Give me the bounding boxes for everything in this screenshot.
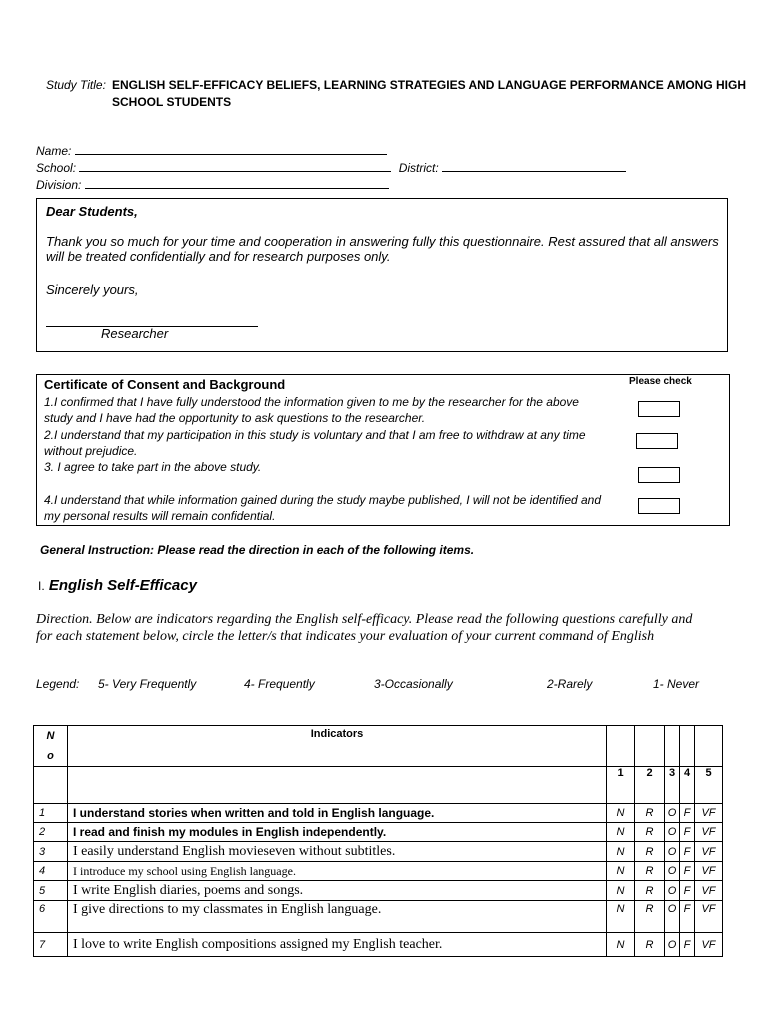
option-r[interactable]: R bbox=[635, 842, 665, 862]
scale-header-2: 2 bbox=[635, 767, 665, 804]
consent-checkbox-1[interactable] bbox=[638, 401, 680, 417]
legend-item-2: 2-Rarely bbox=[547, 677, 593, 691]
district-label: District: bbox=[398, 161, 439, 175]
consent-item-2: 2.I understand that my participation in this study is voluntary and that I am free to withdraw at any time without prejudice. bbox=[44, 428, 586, 458]
district-line[interactable] bbox=[442, 160, 626, 172]
row-number: 1 bbox=[34, 804, 68, 823]
consent-checkbox-4[interactable] bbox=[638, 498, 680, 514]
header-blank bbox=[607, 726, 635, 767]
scale-blank bbox=[68, 767, 607, 804]
option-n[interactable]: N bbox=[607, 901, 635, 933]
row-number: 2 bbox=[34, 823, 68, 842]
option-o[interactable]: O bbox=[665, 842, 680, 862]
letter-body: Thank you so much for your time and cooperation in answering fully this questionnaire. Rest assured that all answers will be treated confidentially and for research purposes only. bbox=[46, 234, 719, 264]
option-n[interactable]: N bbox=[607, 881, 635, 901]
table-row bbox=[34, 881, 723, 901]
option-f[interactable]: F bbox=[680, 804, 695, 823]
consent-checkbox-3[interactable] bbox=[638, 467, 680, 483]
option-r[interactable]: R bbox=[635, 862, 665, 881]
header-blank bbox=[695, 726, 723, 767]
option-n[interactable]: N bbox=[607, 862, 635, 881]
general-instruction: General Instruction: Please read the direction in each of the following items. bbox=[40, 543, 475, 557]
row-indicator: I give directions to my classmates in English language. bbox=[68, 901, 607, 933]
direction-text: Direction. Below are indicators regarding the English self-efficacy. Please read the following questions carefully and for each statement below, circle the letter/s that indicates your evaluation of your current command of English bbox=[36, 612, 693, 644]
header-blank bbox=[665, 726, 680, 767]
option-o[interactable]: O bbox=[665, 804, 680, 823]
table-row bbox=[34, 862, 723, 881]
division-field[interactable] bbox=[36, 177, 389, 192]
scale-header-1: 1 bbox=[607, 767, 635, 804]
option-r[interactable]: R bbox=[635, 804, 665, 823]
division-line[interactable] bbox=[85, 177, 389, 189]
row-indicator: I understand stories when written and told in English language. bbox=[68, 804, 607, 823]
scale-header-5: 5 bbox=[695, 767, 723, 804]
option-r[interactable]: R bbox=[635, 823, 665, 842]
legend bbox=[36, 677, 700, 691]
option-vf[interactable]: VF bbox=[695, 842, 723, 862]
row-indicator: I read and finish my modules in English independently. bbox=[68, 823, 607, 842]
option-vf[interactable]: VF bbox=[695, 804, 723, 823]
row-indicator: I easily understand English movieseven without subtitles. bbox=[68, 842, 607, 862]
row-number: 7 bbox=[34, 933, 68, 957]
row-number: 5 bbox=[34, 881, 68, 901]
option-r[interactable]: R bbox=[635, 901, 665, 933]
signature-line bbox=[46, 312, 258, 327]
row-indicator: I love to write English compositions assigned my English teacher. bbox=[68, 933, 607, 957]
scale-blank bbox=[34, 767, 68, 804]
letter-closing: Sincerely yours, bbox=[46, 282, 139, 297]
study-title-line-2: SCHOOL STUDENTS bbox=[112, 95, 232, 109]
scale-header-row bbox=[34, 767, 723, 804]
school-label: School: bbox=[36, 161, 77, 175]
study-title-line-1: ENGLISH SELF-EFFICACY BELIEFS, LEARNING STRATEGIES AND LANGUAGE PERFORMANCE AMONG HIGH bbox=[112, 78, 747, 92]
option-f[interactable]: F bbox=[680, 901, 695, 933]
section-title: English Self-Efficacy bbox=[48, 577, 197, 594]
letter-greeting: Dear Students, bbox=[46, 204, 138, 219]
option-vf[interactable]: VF bbox=[695, 901, 723, 933]
option-o[interactable]: O bbox=[665, 901, 680, 933]
option-n[interactable]: N bbox=[607, 804, 635, 823]
option-f[interactable]: F bbox=[680, 862, 695, 881]
scale-header-4: 4 bbox=[680, 767, 695, 804]
option-f[interactable]: F bbox=[680, 823, 695, 842]
option-o[interactable]: O bbox=[665, 933, 680, 957]
school-field[interactable] bbox=[36, 160, 626, 175]
indicators-table bbox=[33, 725, 723, 957]
consent-item-4: 4.I understand that while information gained during the study maybe published, I will not be identified and my personal results will remain confidential. bbox=[44, 493, 602, 523]
table-row bbox=[34, 901, 723, 933]
no-header bbox=[34, 726, 68, 767]
row-number: 3 bbox=[34, 842, 68, 862]
row-number: 6 bbox=[34, 901, 68, 933]
no-header-line-2: o bbox=[47, 750, 54, 762]
please-check-label: Please check bbox=[629, 376, 692, 387]
option-n[interactable]: N bbox=[607, 933, 635, 957]
name-line[interactable] bbox=[75, 143, 387, 155]
consent-title: Certificate of Consent and Background bbox=[44, 377, 286, 392]
consent-item-1: 1.I confirmed that I have fully understood the information given to me by the researcher for the above study and I have had the opportunity to ask questions to the researcher. bbox=[44, 395, 579, 425]
option-n[interactable]: N bbox=[607, 842, 635, 862]
option-r[interactable]: R bbox=[635, 933, 665, 957]
option-vf[interactable]: VF bbox=[695, 862, 723, 881]
table-row bbox=[34, 933, 723, 957]
table-header-row bbox=[34, 726, 723, 767]
option-n[interactable]: N bbox=[607, 823, 635, 842]
letter-signatory: Researcher bbox=[101, 326, 169, 341]
division-label: Division: bbox=[36, 178, 82, 192]
consent-checkbox-2[interactable] bbox=[636, 433, 678, 449]
option-vf[interactable]: VF bbox=[695, 881, 723, 901]
option-vf[interactable]: VF bbox=[695, 933, 723, 957]
consent-box bbox=[36, 374, 730, 526]
table-row bbox=[34, 842, 723, 862]
legend-item-5: 5- Very Frequently bbox=[98, 677, 197, 691]
scale-header-3: 3 bbox=[665, 767, 680, 804]
option-r[interactable]: R bbox=[635, 881, 665, 901]
row-indicator: I write English diaries, poems and songs. bbox=[68, 881, 607, 901]
row-indicator: I introduce my school using English language. bbox=[68, 862, 607, 881]
school-line[interactable] bbox=[79, 160, 391, 172]
option-vf[interactable]: VF bbox=[695, 823, 723, 842]
section-heading bbox=[38, 577, 197, 594]
name-field[interactable] bbox=[36, 143, 387, 158]
legend-item-3: 3-Occasionally bbox=[374, 677, 453, 691]
no-header-line-1: N bbox=[46, 730, 55, 742]
header-blank bbox=[680, 726, 695, 767]
consent-item-3: 3. I agree to take part in the above study. bbox=[44, 460, 262, 474]
option-f[interactable]: F bbox=[680, 881, 695, 901]
study-title-label: Study Title: bbox=[46, 78, 106, 92]
legend-item-1: 1- Never bbox=[653, 677, 700, 691]
legend-label: Legend: bbox=[36, 677, 80, 691]
option-o[interactable]: O bbox=[665, 881, 680, 901]
legend-item-4: 4- Frequently bbox=[244, 677, 315, 691]
letter-box bbox=[36, 198, 728, 352]
name-label: Name: bbox=[36, 144, 72, 158]
option-o[interactable]: O bbox=[665, 823, 680, 842]
row-number: 4 bbox=[34, 862, 68, 881]
table-row bbox=[34, 823, 723, 842]
option-f[interactable]: F bbox=[680, 933, 695, 957]
section-number: I. bbox=[38, 579, 45, 593]
header-blank bbox=[635, 726, 665, 767]
option-f[interactable]: F bbox=[680, 842, 695, 862]
indicators-header: Indicators bbox=[68, 726, 607, 767]
table-row bbox=[34, 804, 723, 823]
option-o[interactable]: O bbox=[665, 862, 680, 881]
